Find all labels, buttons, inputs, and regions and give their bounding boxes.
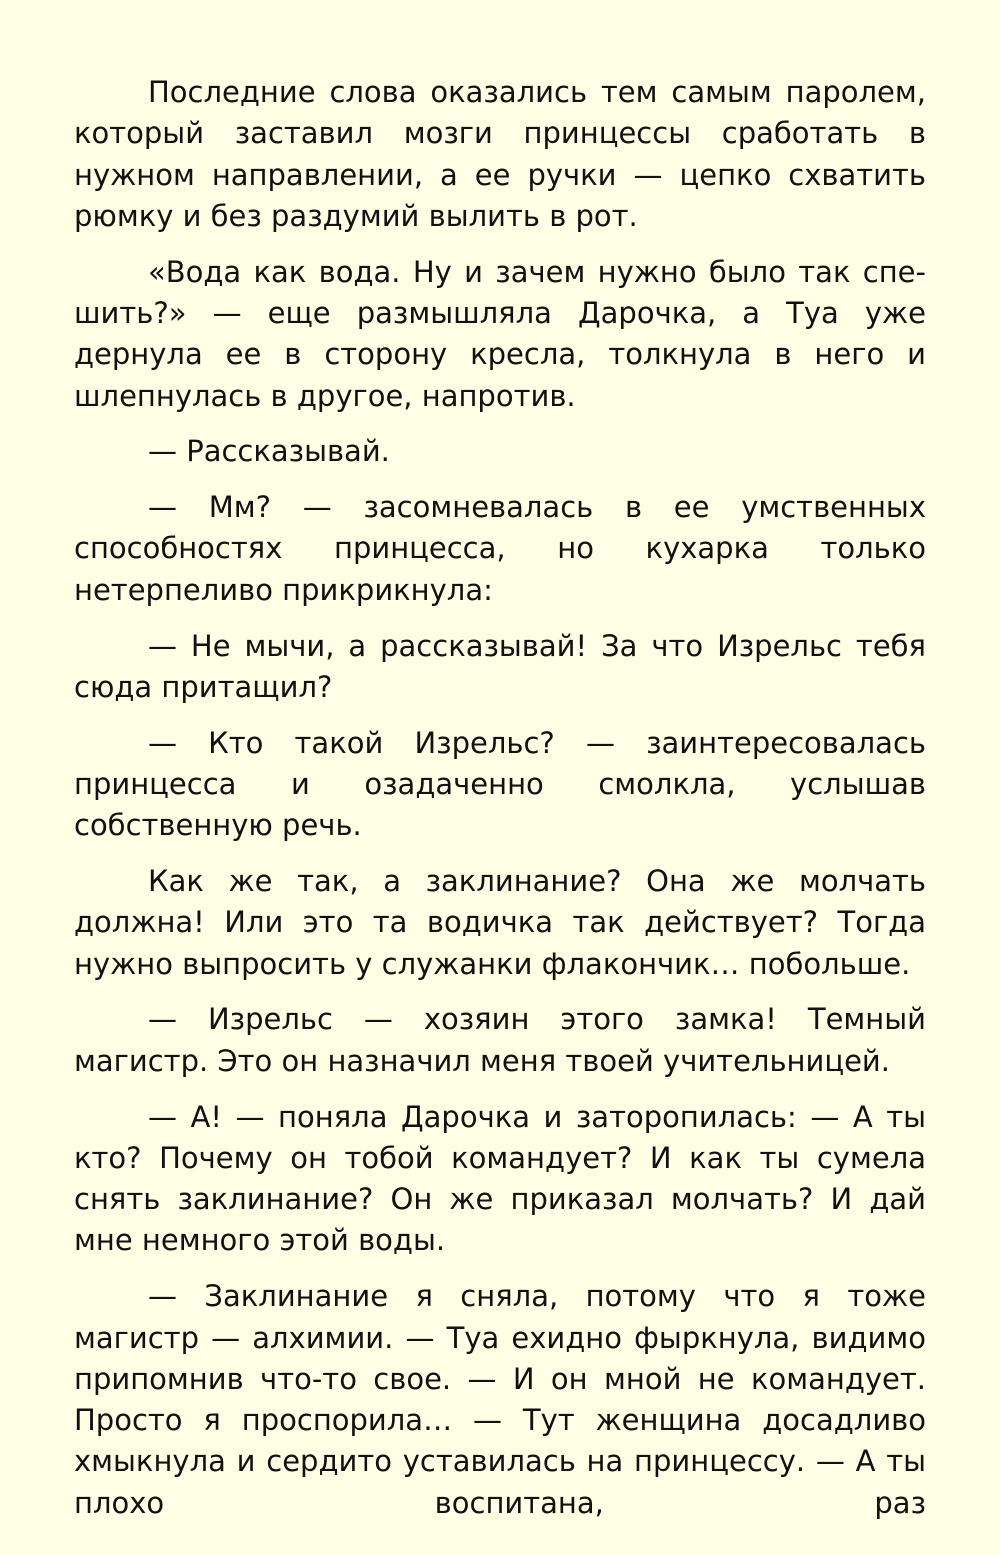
paragraph: — Рассказывай. bbox=[148, 434, 390, 469]
paragraph: — Заклинание я сняла, потому что я тоже магистр — алхимии. — Туа ехидно фыркнула, видимо припомнив что-то свое. — И он мной не командует. Просто я проспорила… — Тут женщина досадливо хмыкнула и сердито уставилась на принцессу. — А ты плохо воспитана, раз bbox=[74, 1279, 926, 1520]
paragraph: — Изрельс — хозяин этого замка! Темный магистр. Это он назначил меня твоей учительницей. bbox=[74, 1002, 926, 1078]
paragraph: — Не мычи, а рассказывай! За что Изрельс тебя сюда притащил? bbox=[74, 628, 926, 704]
paragraph: — А! — поняла Дарочка и заторопилась: — А ты кто? Почему он тобой командует? И как ты сумела снять заклинание? Он же приказал молчать? И дай мне немного этой воды. bbox=[74, 1099, 926, 1258]
paragraph: — Кто такой Изрельс? — заинтересовалась принцесса и озадаченно смолкла, услышав собственную речь. bbox=[74, 725, 926, 843]
page-body-text bbox=[74, 72, 926, 1524]
paragraph: «Вода как вода. Ну и зачем нужно было так спешить?» — еще размышляла Дарочка, а Туа уже дернула ее в сторону кресла, толкнула в него и шлепнулась в другое, напротив. bbox=[74, 254, 926, 413]
paragraph: — Мм? — засомневалась в ее умственных способностях принцесса, но кухарка только нетерпеливо прикрикнула: bbox=[74, 490, 926, 607]
paragraph: Как же так, а заклинание? Она же молчать должна! Или это та водичка так действует? Тогда нужно выпросить у служанки флакончик… побольше. bbox=[74, 864, 926, 981]
paragraph: Последние слова оказались тем самым паролем, который заставил мозги принцессы сработать в нужном направлении, а ее ручки — цепко схватить рюмку и без раздумий вылить в рот. bbox=[74, 75, 926, 233]
